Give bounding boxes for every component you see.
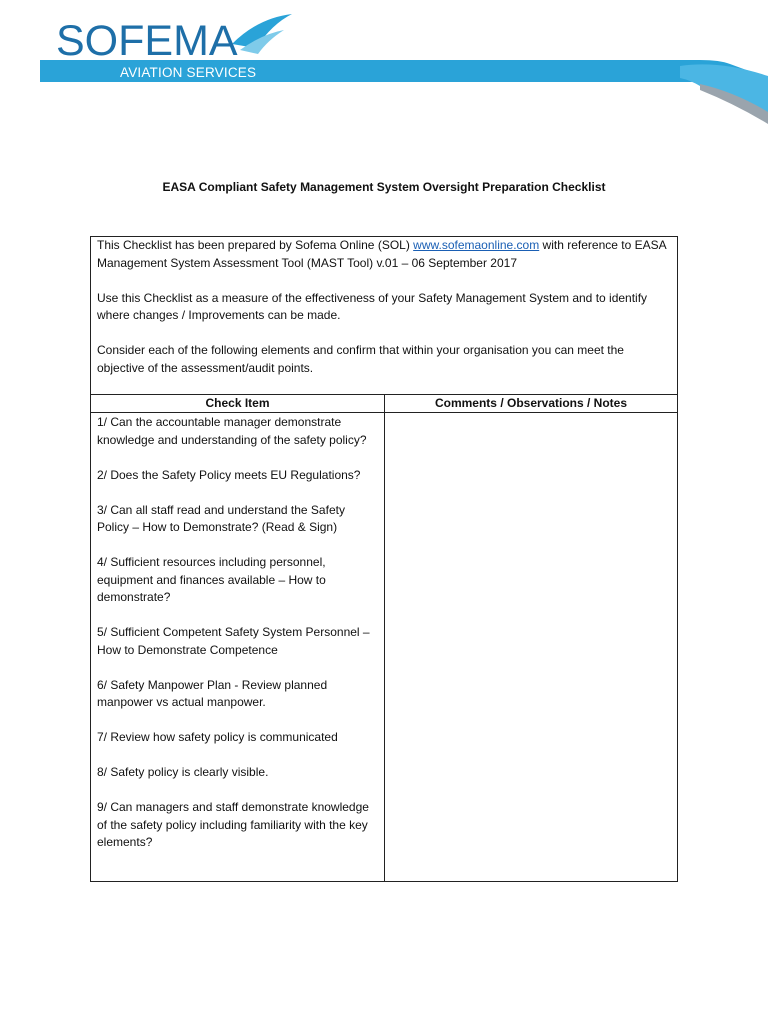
check-item: 2/ Does the Safety Policy meets EU Regulations? [97, 467, 361, 482]
sofema-link[interactable]: www.sofemaonline.com [413, 238, 540, 252]
column-header-comments: Comments / Observations / Notes [434, 396, 628, 410]
check-item: 5/ Sufficient Competent Safety System Personnel – How to Demonstrate Competence [97, 625, 370, 657]
intro-paragraph-1 [97, 237, 671, 272]
intro-text [97, 237, 671, 395]
intro-paragraph-2: Use this Checklist as a measure of the effectiveness of your Safety Management System and to identify where changes / Improvements can be made. [97, 290, 648, 322]
check-item: 3/ Can all staff read and understand the Safety Policy – How to Demonstrate? (Read & Sign) [97, 502, 345, 534]
column-header-check-item: Check Item [205, 396, 270, 410]
check-item: 6/ Safety Manpower Plan - Review planned manpower vs actual manpower. [97, 677, 328, 709]
check-item: 8/ Safety policy is clearly visible. [97, 765, 269, 779]
table-column-divider [384, 394, 385, 882]
intro-paragraph-3: Consider each of the following elements and confirm that within your organisation you can meet the objective of the assessment/audit points. [97, 343, 624, 375]
check-item: 9/ Can managers and staff demonstrate knowledge of the safety policy including familiarity with the key elements? [97, 800, 369, 849]
checklist-box [90, 236, 678, 882]
document-title: EASA Compliant Safety Management System Oversight Preparation Checklist [162, 180, 606, 194]
check-item: 7/ Review how safety policy is communicated [97, 730, 338, 744]
intro-text-b: with reference to EASA Management System Assessment Tool (MAST Tool) v.01 – 06 September 2017 [97, 238, 666, 270]
brand-subtitle: AVIATION SERVICES [120, 65, 257, 80]
brand-name: SOFEMA [56, 17, 238, 65]
check-item: 4/ Sufficient resources including personnel, equipment and finances available – How to demonstrate? [97, 555, 326, 604]
page-header [0, 0, 768, 130]
check-items-list [97, 414, 379, 869]
check-item: 1/ Can the accountable manager demonstrate knowledge and understanding of the safety policy? [97, 415, 367, 447]
intro-text-a: This Checklist has been prepared by Sofema Online (SOL) [97, 238, 414, 252]
